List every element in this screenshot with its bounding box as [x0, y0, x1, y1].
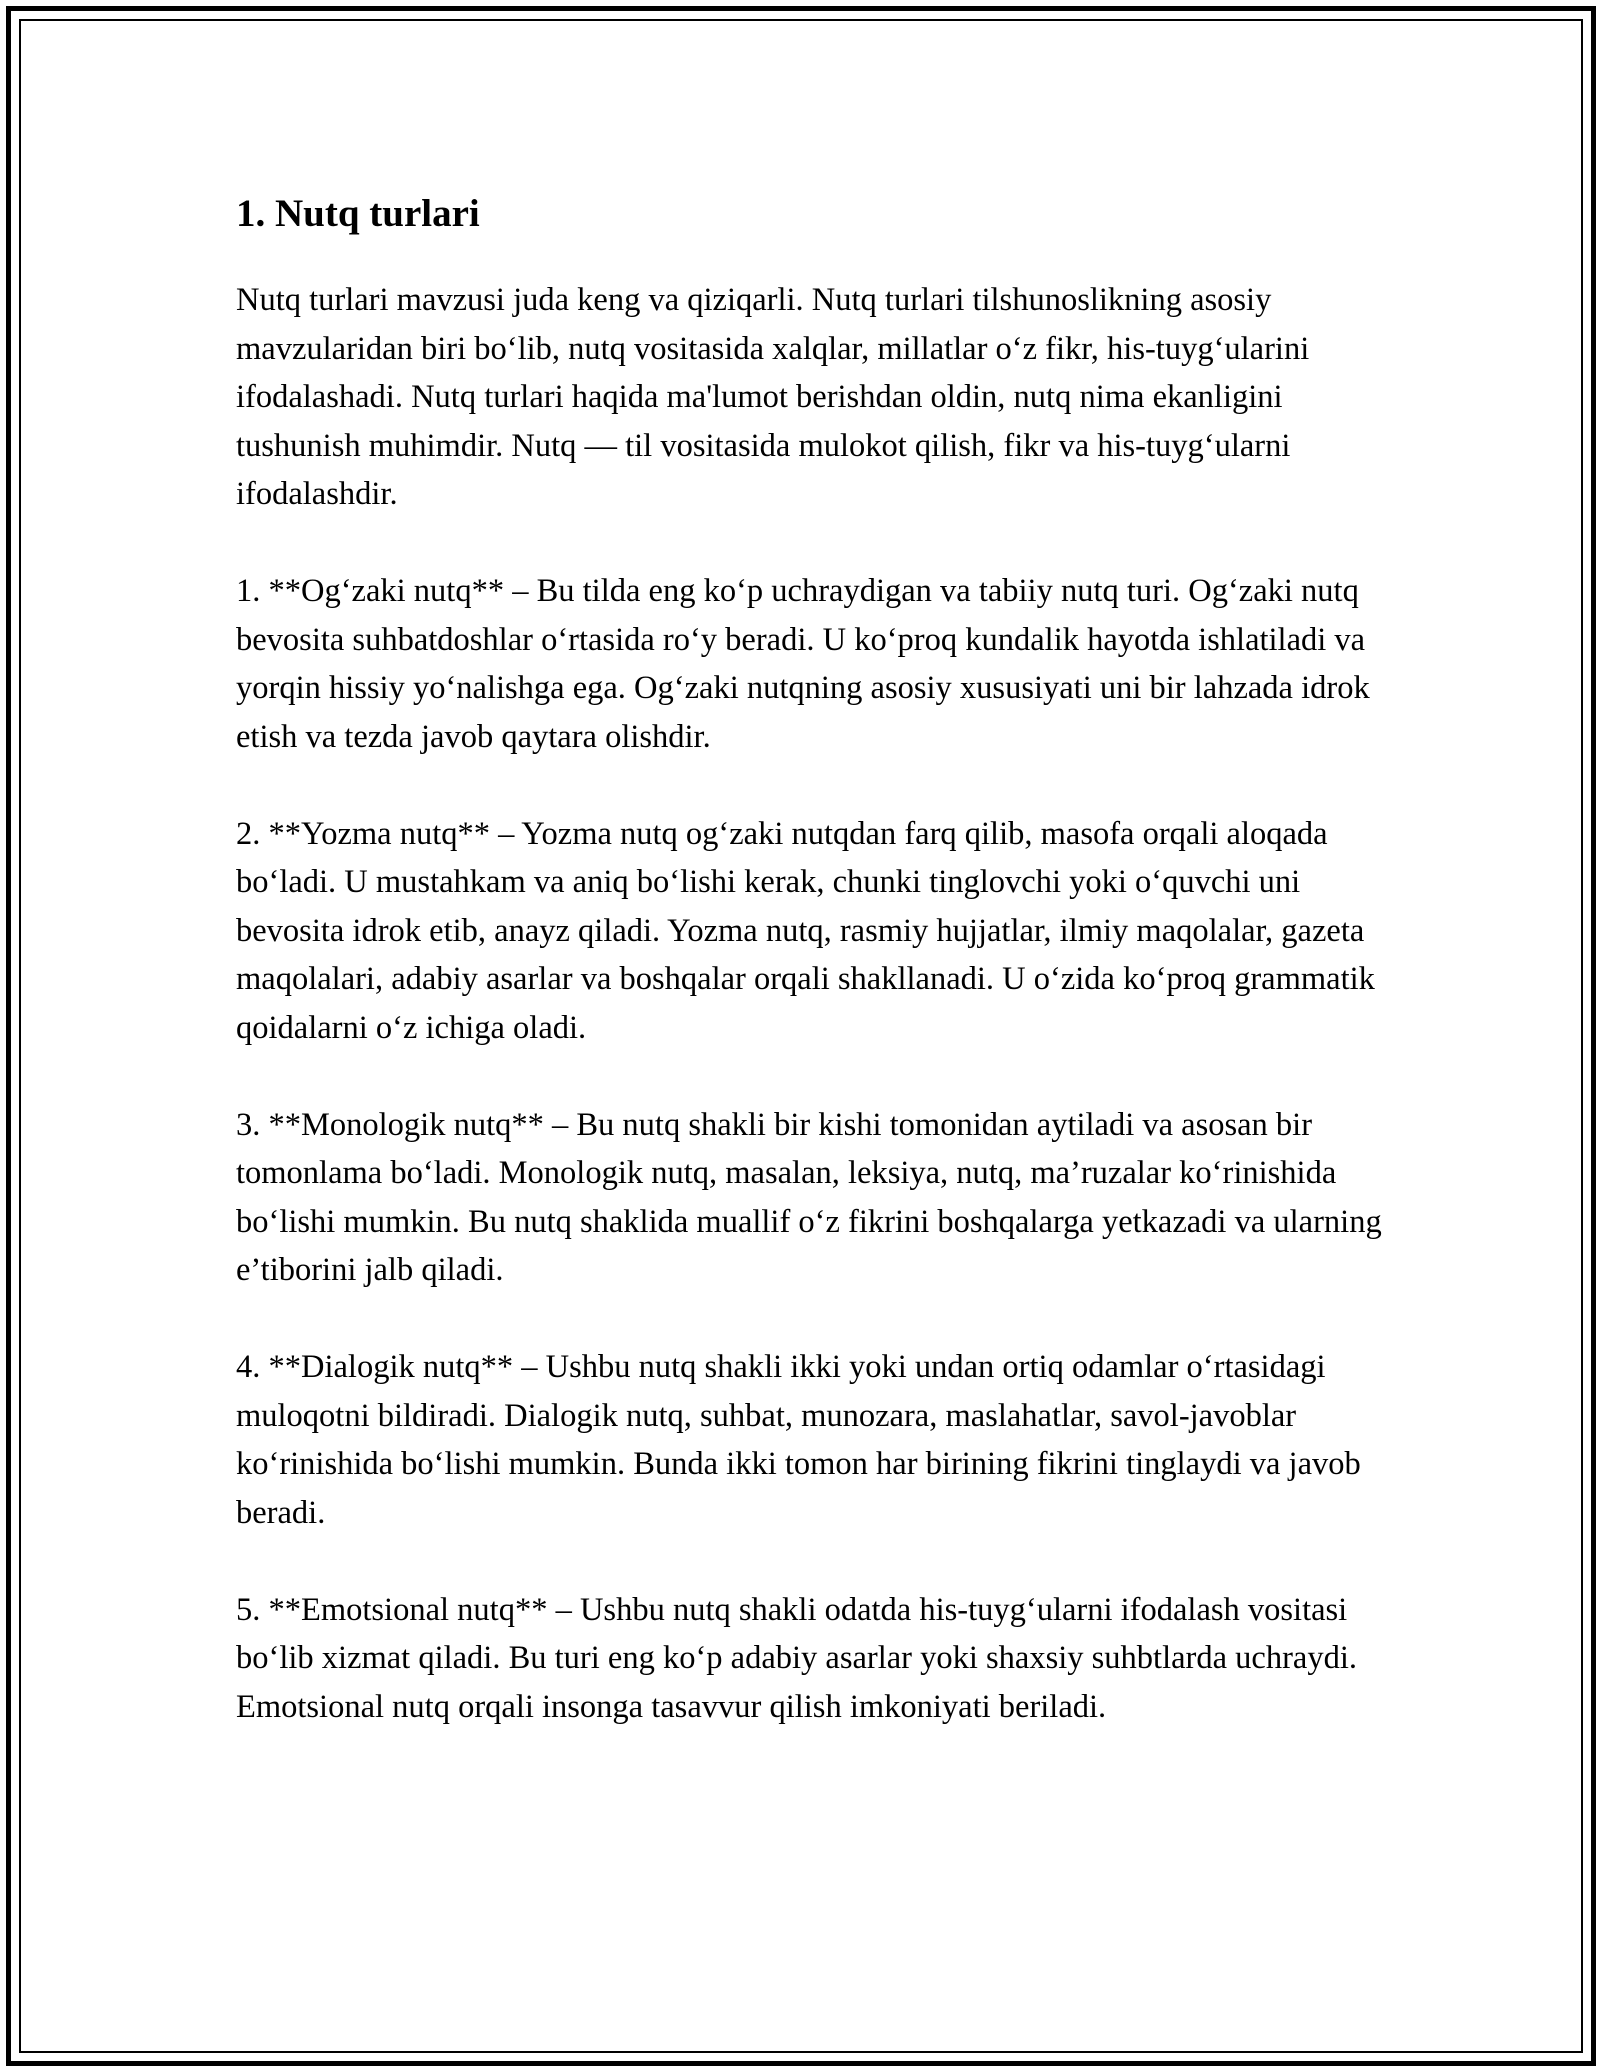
paragraph-written-speech: 2. **Yozma nutq** – Yozma nutq og‘zaki nutqdan farq qilib, masofa orqali aloqada bo‘ladi. U mustahkam va aniq bo‘lishi kerak, chunki tinglovchi yoki o‘quvchi uni bevosita idrok etib, anayz qiladi. Yozma nutq, rasmiy hujjatlar, ilmiy maqolalar, gazeta maqolalari, adabiy asarlar va boshqalar orqali shakllanadi. U o‘zida ko‘proq grammatik qoidalarni o‘z ichiga oladi.	[236, 815, 1375, 1046]
paragraph-monologic-speech: 3. **Monologik nutq** – Bu nutq shakli bir kishi tomonidan aytiladi va asosan bir tomonlama bo‘ladi. Monologik nutq, masalan, leksiya, nutq, ma’ruzalar ko‘rinishida bo‘lishi mumkin. Bu nutq shaklida muallif o‘z fikrini boshqalarga yetkazadi va ularning e’tiborini jalb qiladi.	[236, 1106, 1382, 1288]
paragraph-emotional-speech: 5. **Emotsional nutq** – Ushbu nutq shakli odatda his-tuyg‘ularni ifodalash vositasi bo‘lib xizmat qiladi. Bu turi eng ko‘p adabiy asarlar yoki shaxsiy suhbtlarda uchraydi. Emotsional nutq orqali insonga tasavvur qilish imkoniyati beriladi.	[236, 1591, 1357, 1725]
document-body	[236, 186, 1386, 1780]
intro-paragraph: Nutq turlari mavzusi juda keng va qiziqarli. Nutq turlari tilshunoslikning asosiy mavzularidan biri bo‘lib, nutq vositasida xalqlar, millatlar o‘z fikr, his-tuyg‘ularini ifodalashadi. Nutq turlari haqida ma'lumot berishdan oldin, nutq nima ekanligini tushunish muhimdir. Nutq — til vositasida mulokot qilish, fikr va his-tuyg‘ularni ifodalashdir.	[236, 282, 1310, 512]
section-heading: 1. Nutq turlari	[236, 192, 480, 235]
paragraph-dialogic-speech: 4. **Dialogik nutq** – Ushbu nutq shakli ikki yoki undan ortiq odamlar o‘rtasidagi muloqotni bildiradi. Dialogik nutq, suhbat, munozara, maslahatlar, savol-javoblar ko‘rinishida bo‘lishi mumkin. Bunda ikki tomon har birining fikrini tinglaydi va javob beradi.	[236, 1349, 1361, 1531]
paragraph-oral-speech: 1. **Og‘zaki nutq** – Bu tilda eng ko‘p uchraydigan va tabiiy nutq turi. Og‘zaki nutq bevosita suhbatdoshlar o‘rtasida ro‘y beradi. U ko‘proq kundalik hayotda ishlatiladi va yorqin hissiy yo‘nalishga ega. Og‘zaki nutqning asosiy xususiyati uni bir lahzada idrok etish va tezda javob qaytara olishdir.	[236, 573, 1370, 755]
